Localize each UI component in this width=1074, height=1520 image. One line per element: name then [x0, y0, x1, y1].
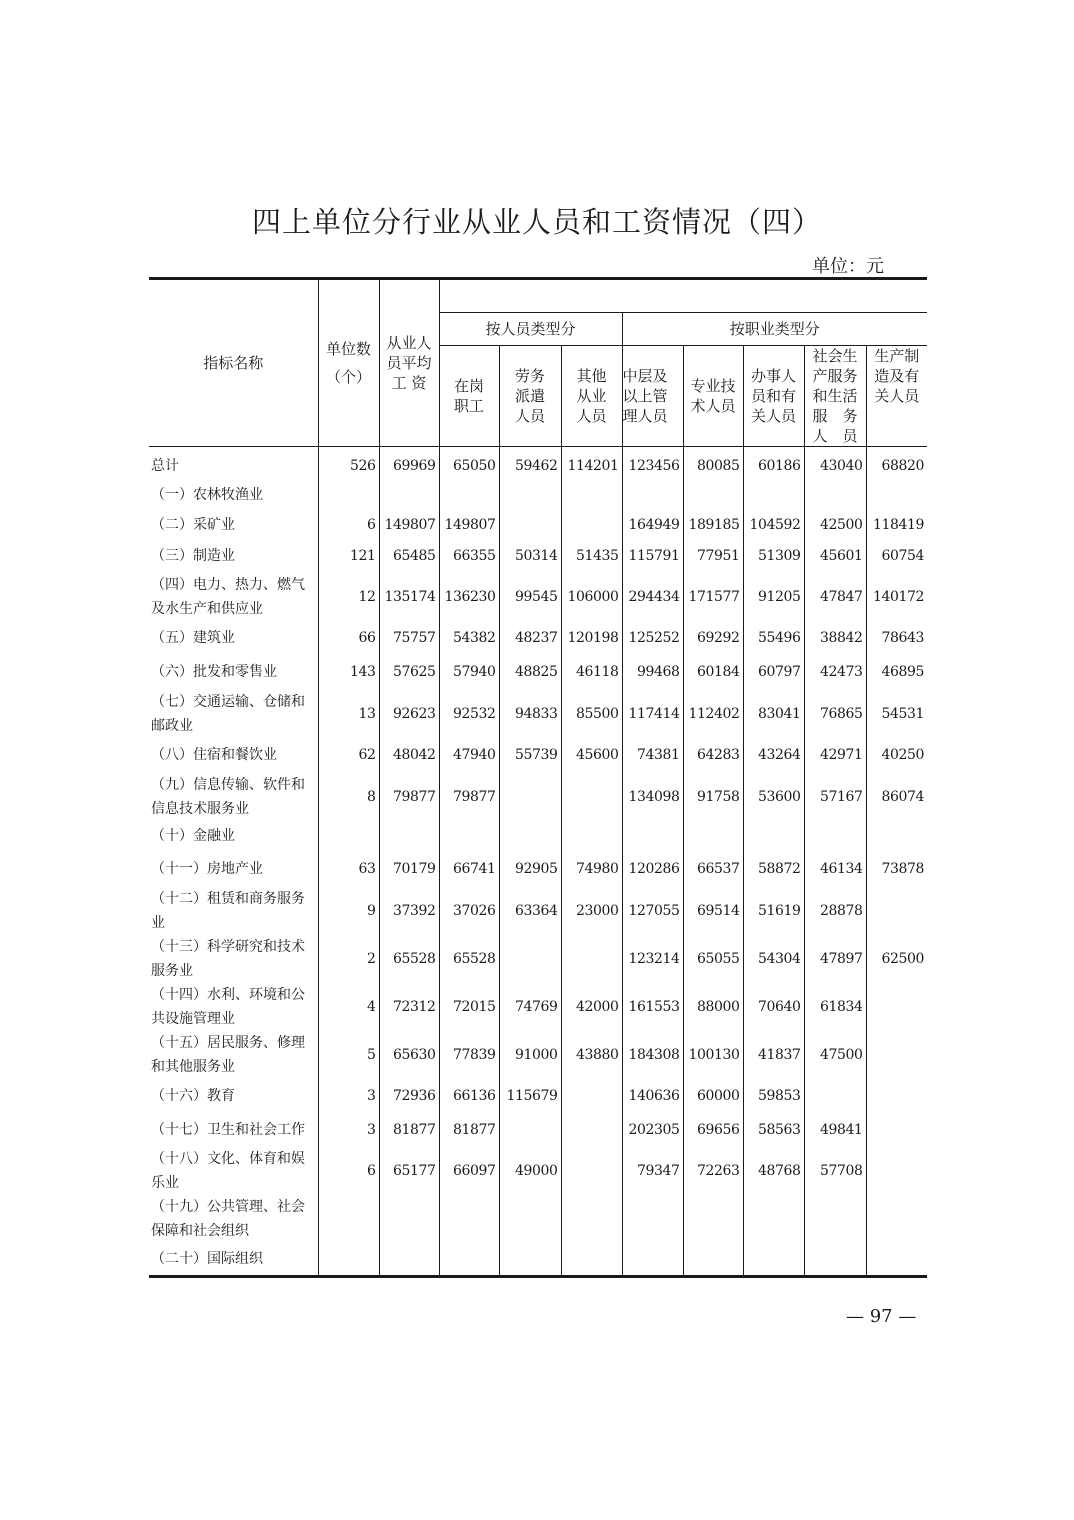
- row-value-cell: [561, 773, 622, 821]
- row-value-cell: 189185: [683, 510, 743, 540]
- row-value-cell: 115791: [622, 540, 683, 572]
- row-value-cell: 140636: [622, 1079, 683, 1113]
- row-value-cell: [561, 935, 622, 983]
- row-value-cell: 114201: [561, 447, 622, 481]
- row-value-cell: 66741: [439, 851, 499, 887]
- row-value-cell: 59853: [743, 1079, 804, 1113]
- row-value-cell: [622, 1243, 683, 1277]
- row-value-cell: [683, 821, 743, 851]
- header-middle-management: 中层及 以上管 理人员: [622, 346, 683, 447]
- row-value-cell: 60184: [683, 654, 743, 690]
- row-value-cell: [561, 481, 622, 510]
- row-value-cell: 38842: [804, 622, 866, 654]
- row-value-cell: [866, 1195, 927, 1243]
- row-value-cell: 69656: [683, 1113, 743, 1147]
- row-value-cell: 123456: [622, 447, 683, 481]
- header-unit-count: 单位数 （个）: [318, 279, 379, 447]
- row-value-cell: 115679: [499, 1079, 561, 1113]
- row-value-cell: 69514: [683, 887, 743, 935]
- row-value-cell: 60000: [683, 1079, 743, 1113]
- row-value-cell: 68820: [866, 447, 927, 481]
- row-value-cell: 143: [318, 654, 379, 690]
- row-value-cell: 60186: [743, 447, 804, 481]
- table-header: [149, 279, 927, 447]
- row-value-cell: 55739: [499, 738, 561, 773]
- table-row: [149, 935, 927, 983]
- row-value-cell: [804, 481, 866, 510]
- header-group-by-occupation: 按职业类型分: [622, 313, 927, 346]
- row-value-cell: 13: [318, 690, 379, 738]
- header-average-wage: 从业人 员平均 工 资: [379, 279, 439, 447]
- row-value-cell: [499, 510, 561, 540]
- header-other-staff: 其他 从业 人员: [561, 346, 622, 447]
- row-value-cell: 65055: [683, 935, 743, 983]
- row-value-cell: 58563: [743, 1113, 804, 1147]
- row-value-cell: 65630: [379, 1031, 439, 1079]
- row-value-cell: 135174: [379, 572, 439, 622]
- table-row: [149, 654, 927, 690]
- row-value-cell: [561, 1147, 622, 1195]
- row-indicator-name: （二十）国际组织: [151, 1250, 263, 1267]
- row-value-cell: 23000: [561, 887, 622, 935]
- row-value-cell: [622, 1195, 683, 1243]
- row-value-cell: [318, 1243, 379, 1277]
- row-value-cell: 74980: [561, 851, 622, 887]
- row-value-cell: 40250: [866, 738, 927, 773]
- row-value-cell: [318, 481, 379, 510]
- row-value-cell: [804, 1079, 866, 1113]
- row-value-cell: 49000: [499, 1147, 561, 1195]
- row-value-cell: 43880: [561, 1031, 622, 1079]
- row-value-cell: 65528: [379, 935, 439, 983]
- row-value-cell: 9: [318, 887, 379, 935]
- row-value-cell: [318, 1195, 379, 1243]
- row-value-cell: 28878: [804, 887, 866, 935]
- row-value-cell: 72015: [439, 983, 499, 1031]
- row-value-cell: [499, 935, 561, 983]
- wage-table: [149, 277, 927, 1278]
- row-value-cell: 66: [318, 622, 379, 654]
- row-value-cell: 53600: [743, 773, 804, 821]
- row-value-cell: 65050: [439, 447, 499, 481]
- row-indicator-name: （一）农林牧渔业: [151, 487, 263, 503]
- row-value-cell: 37026: [439, 887, 499, 935]
- row-indicator-name: （三）制造业: [151, 547, 235, 564]
- row-value-cell: 48042: [379, 738, 439, 773]
- row-value-cell: 43040: [804, 447, 866, 481]
- row-value-cell: 4: [318, 983, 379, 1031]
- header-clerical-staff: 办事人 员和有 关人员: [743, 346, 804, 447]
- row-value-cell: [683, 481, 743, 510]
- table-row: [149, 1031, 927, 1079]
- row-value-cell: 88000: [683, 983, 743, 1031]
- row-value-cell: [866, 983, 927, 1031]
- row-value-cell: 42000: [561, 983, 622, 1031]
- row-indicator-name: （十一）房地产业: [151, 860, 263, 877]
- row-value-cell: [499, 1195, 561, 1243]
- row-value-cell: [743, 821, 804, 851]
- row-value-cell: 125252: [622, 622, 683, 654]
- table-row: [149, 1243, 927, 1277]
- row-value-cell: 60797: [743, 654, 804, 690]
- row-value-cell: 65485: [379, 540, 439, 572]
- row-value-cell: [561, 1243, 622, 1277]
- row-indicator-name: （十）金融业: [151, 827, 235, 844]
- row-value-cell: 65177: [379, 1147, 439, 1195]
- row-value-cell: [499, 821, 561, 851]
- row-value-cell: 164949: [622, 510, 683, 540]
- row-indicator-name: （十三）科学研究和技术服务业: [151, 938, 305, 979]
- row-value-cell: 62500: [866, 935, 927, 983]
- row-value-cell: 78643: [866, 622, 927, 654]
- row-value-cell: 92532: [439, 690, 499, 738]
- row-value-cell: [866, 1079, 927, 1113]
- row-value-cell: 73878: [866, 851, 927, 887]
- row-value-cell: 55496: [743, 622, 804, 654]
- table-row: [149, 510, 927, 540]
- row-value-cell: 81877: [379, 1113, 439, 1147]
- row-value-cell: 91000: [499, 1031, 561, 1079]
- row-indicator-name: （十七）卫生和社会工作: [151, 1121, 305, 1138]
- row-value-cell: 136230: [439, 572, 499, 622]
- table-row: [149, 1079, 927, 1113]
- row-value-cell: 65528: [439, 935, 499, 983]
- row-value-cell: 86074: [866, 773, 927, 821]
- header-technical-staff: 专业技 术人员: [683, 346, 743, 447]
- table-body: [149, 447, 927, 1277]
- row-value-cell: [683, 1195, 743, 1243]
- row-value-cell: 43264: [743, 738, 804, 773]
- row-value-cell: 50314: [499, 540, 561, 572]
- row-value-cell: [866, 821, 927, 851]
- row-value-cell: 54382: [439, 622, 499, 654]
- row-value-cell: 92905: [499, 851, 561, 887]
- table-row: [149, 773, 927, 821]
- row-value-cell: 149807: [379, 510, 439, 540]
- row-value-cell: [561, 1079, 622, 1113]
- header-production-staff: 生产制 造及有 关人员: [866, 346, 927, 447]
- row-value-cell: 127055: [622, 887, 683, 935]
- row-value-cell: 79877: [439, 773, 499, 821]
- row-value-cell: 47500: [804, 1031, 866, 1079]
- row-value-cell: 3: [318, 1079, 379, 1113]
- row-value-cell: 106000: [561, 572, 622, 622]
- row-value-cell: 51619: [743, 887, 804, 935]
- row-value-cell: 75757: [379, 622, 439, 654]
- row-value-cell: 81877: [439, 1113, 499, 1147]
- row-value-cell: [561, 821, 622, 851]
- row-indicator-name: （十八）文化、体育和娱乐业: [151, 1150, 305, 1191]
- row-value-cell: [804, 1243, 866, 1277]
- row-value-cell: 2: [318, 935, 379, 983]
- row-value-cell: 66355: [439, 540, 499, 572]
- row-value-cell: 45600: [561, 738, 622, 773]
- row-value-cell: 54531: [866, 690, 927, 738]
- row-value-cell: 76865: [804, 690, 866, 738]
- unit-label: 单位：元: [812, 256, 884, 277]
- table-row: [149, 887, 927, 935]
- row-value-cell: 59462: [499, 447, 561, 481]
- table-row: [149, 1113, 927, 1147]
- row-value-cell: 526: [318, 447, 379, 481]
- row-value-cell: 47897: [804, 935, 866, 983]
- row-value-cell: 91205: [743, 572, 804, 622]
- table-row: [149, 851, 927, 887]
- row-value-cell: 57940: [439, 654, 499, 690]
- row-value-cell: 62: [318, 738, 379, 773]
- row-value-cell: 46895: [866, 654, 927, 690]
- row-value-cell: 74381: [622, 738, 683, 773]
- row-value-cell: [318, 821, 379, 851]
- header-indicator-name: 指标名称: [203, 354, 264, 372]
- row-value-cell: 91758: [683, 773, 743, 821]
- row-value-cell: 92623: [379, 690, 439, 738]
- row-value-cell: 100130: [683, 1031, 743, 1079]
- row-value-cell: 104592: [743, 510, 804, 540]
- table-row: [149, 1195, 927, 1243]
- row-value-cell: 294434: [622, 572, 683, 622]
- row-indicator-name: （九）信息传输、软件和信息技术服务业: [151, 776, 305, 817]
- row-value-cell: 42473: [804, 654, 866, 690]
- row-value-cell: 66097: [439, 1147, 499, 1195]
- row-value-cell: 46118: [561, 654, 622, 690]
- row-value-cell: 171577: [683, 572, 743, 622]
- row-value-cell: [499, 1243, 561, 1277]
- row-value-cell: 66537: [683, 851, 743, 887]
- row-value-cell: 6: [318, 1147, 379, 1195]
- row-value-cell: 45601: [804, 540, 866, 572]
- row-value-cell: [804, 821, 866, 851]
- table-row: [149, 983, 927, 1031]
- row-value-cell: 161553: [622, 983, 683, 1031]
- row-value-cell: [561, 1195, 622, 1243]
- row-value-cell: 8: [318, 773, 379, 821]
- row-value-cell: 79347: [622, 1147, 683, 1195]
- row-value-cell: 60754: [866, 540, 927, 572]
- row-value-cell: 77951: [683, 540, 743, 572]
- row-value-cell: 61834: [804, 983, 866, 1031]
- row-value-cell: 46134: [804, 851, 866, 887]
- row-value-cell: [561, 510, 622, 540]
- row-value-cell: 134098: [622, 773, 683, 821]
- row-value-cell: [866, 1243, 927, 1277]
- row-value-cell: 184308: [622, 1031, 683, 1079]
- row-value-cell: 118419: [866, 510, 927, 540]
- row-value-cell: 48237: [499, 622, 561, 654]
- row-value-cell: 72936: [379, 1079, 439, 1113]
- row-value-cell: [866, 481, 927, 510]
- row-value-cell: 42971: [804, 738, 866, 773]
- row-value-cell: [379, 481, 439, 510]
- row-value-cell: 120198: [561, 622, 622, 654]
- row-value-cell: 3: [318, 1113, 379, 1147]
- row-value-cell: [439, 481, 499, 510]
- row-value-cell: 112402: [683, 690, 743, 738]
- row-value-cell: 54304: [743, 935, 804, 983]
- row-indicator-name: （十六）教育: [151, 1087, 235, 1104]
- row-value-cell: [379, 1243, 439, 1277]
- table-row: [149, 690, 927, 738]
- page-title: 四上单位分行业从业人员和工资情况（四）: [251, 205, 822, 239]
- table-row: [149, 1147, 927, 1195]
- row-indicator-name: （四）电力、热力、燃气及水生产和供应业: [151, 576, 305, 617]
- row-value-cell: [439, 821, 499, 851]
- row-value-cell: 70640: [743, 983, 804, 1031]
- row-value-cell: 69969: [379, 447, 439, 481]
- header-group-by-staff-type: 按人员类型分: [439, 313, 622, 346]
- row-value-cell: [866, 887, 927, 935]
- row-value-cell: 99545: [499, 572, 561, 622]
- row-value-cell: [622, 821, 683, 851]
- row-value-cell: [499, 1113, 561, 1147]
- table-row: [149, 821, 927, 851]
- row-value-cell: 64283: [683, 738, 743, 773]
- row-value-cell: 51309: [743, 540, 804, 572]
- row-value-cell: 48825: [499, 654, 561, 690]
- row-value-cell: [866, 1031, 927, 1079]
- table-row: [149, 622, 927, 654]
- row-value-cell: 117414: [622, 690, 683, 738]
- row-value-cell: [561, 1113, 622, 1147]
- row-value-cell: 120286: [622, 851, 683, 887]
- row-indicator-name: （七）交通运输、仓储和邮政业: [151, 693, 305, 734]
- row-value-cell: 202305: [622, 1113, 683, 1147]
- row-indicator-name: （十二）租赁和商务服务业: [151, 890, 305, 931]
- row-value-cell: 80085: [683, 447, 743, 481]
- table-row: [149, 540, 927, 572]
- row-value-cell: 121: [318, 540, 379, 572]
- row-value-cell: 6: [318, 510, 379, 540]
- header-service-staff: 社会生 产服务 和生活 服 务 人 员: [804, 346, 866, 447]
- row-value-cell: 77839: [439, 1031, 499, 1079]
- row-value-cell: [622, 481, 683, 510]
- row-indicator-name: （十九）公共管理、社会保障和社会组织: [151, 1198, 305, 1239]
- row-value-cell: [499, 481, 561, 510]
- row-value-cell: 99468: [622, 654, 683, 690]
- row-value-cell: [804, 1195, 866, 1243]
- row-value-cell: 41837: [743, 1031, 804, 1079]
- row-value-cell: 47847: [804, 572, 866, 622]
- row-indicator-name: （二）采矿业: [151, 516, 235, 533]
- row-value-cell: 42500: [804, 510, 866, 540]
- row-value-cell: 123214: [622, 935, 683, 983]
- row-value-cell: 12: [318, 572, 379, 622]
- row-value-cell: 58872: [743, 851, 804, 887]
- row-indicator-name: （五）建筑业: [151, 629, 235, 646]
- row-value-cell: 63: [318, 851, 379, 887]
- row-value-cell: 51435: [561, 540, 622, 572]
- row-value-cell: 140172: [866, 572, 927, 622]
- row-value-cell: 49841: [804, 1113, 866, 1147]
- row-value-cell: 5: [318, 1031, 379, 1079]
- row-value-cell: 48768: [743, 1147, 804, 1195]
- row-value-cell: 149807: [439, 510, 499, 540]
- row-value-cell: 72312: [379, 983, 439, 1031]
- table-row: [149, 481, 927, 510]
- row-indicator-name: （八）住宿和餐饮业: [151, 747, 277, 763]
- row-value-cell: 57167: [804, 773, 866, 821]
- header-dispatched-staff: 劳务 派遣 人员: [499, 346, 561, 447]
- row-indicator-name: 总计: [151, 457, 179, 474]
- row-value-cell: 37392: [379, 887, 439, 935]
- row-value-cell: [683, 1243, 743, 1277]
- row-value-cell: [379, 821, 439, 851]
- row-value-cell: 47940: [439, 738, 499, 773]
- row-value-cell: 63364: [499, 887, 561, 935]
- table-row: [149, 738, 927, 773]
- row-value-cell: [499, 773, 561, 821]
- row-value-cell: 57708: [804, 1147, 866, 1195]
- row-value-cell: 70179: [379, 851, 439, 887]
- row-value-cell: 85500: [561, 690, 622, 738]
- row-value-cell: [743, 1195, 804, 1243]
- row-value-cell: 72263: [683, 1147, 743, 1195]
- row-value-cell: [439, 1243, 499, 1277]
- row-value-cell: 94833: [499, 690, 561, 738]
- row-indicator-name: （十五）居民服务、修理和其他服务业: [151, 1034, 305, 1075]
- row-value-cell: 66136: [439, 1079, 499, 1113]
- table-row: [149, 447, 927, 481]
- row-value-cell: [379, 1195, 439, 1243]
- header-on-post-staff: 在岗 职工: [439, 346, 499, 447]
- row-value-cell: [439, 1195, 499, 1243]
- row-value-cell: 83041: [743, 690, 804, 738]
- row-value-cell: [866, 1113, 927, 1147]
- table-row: [149, 572, 927, 622]
- row-value-cell: 57625: [379, 654, 439, 690]
- row-value-cell: [866, 1147, 927, 1195]
- page-number: — 97 —: [846, 1306, 917, 1327]
- row-value-cell: [743, 481, 804, 510]
- row-value-cell: 79877: [379, 773, 439, 821]
- row-indicator-name: （十四）水利、环境和公共设施管理业: [151, 986, 305, 1027]
- row-value-cell: [743, 1243, 804, 1277]
- row-indicator-name: （六）批发和零售业: [151, 663, 277, 680]
- row-value-cell: 74769: [499, 983, 561, 1031]
- row-value-cell: 69292: [683, 622, 743, 654]
